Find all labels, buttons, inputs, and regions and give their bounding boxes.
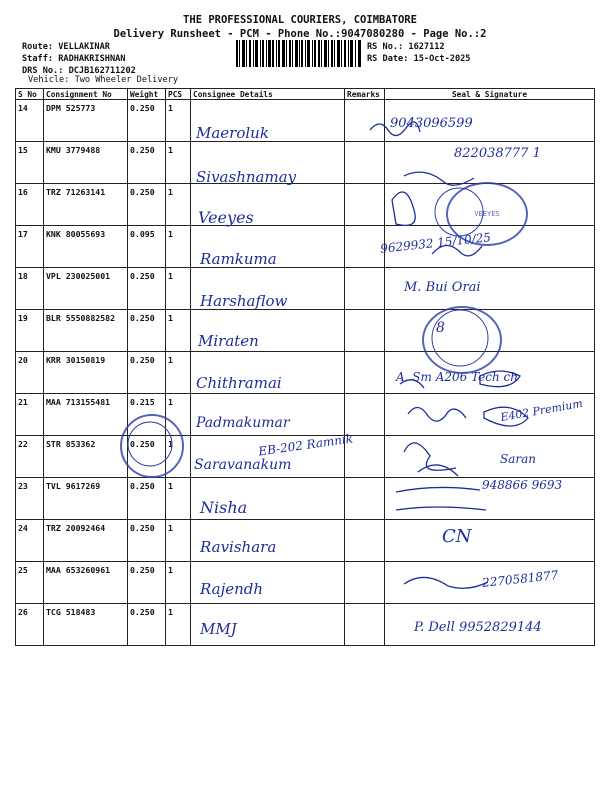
row-sno: 15 [16,142,44,184]
vehicle-label: Vehicle: Two Wheeler Delivery [28,75,179,85]
handwritten-consignee: Chithramai [196,374,282,392]
row-sno: 19 [16,310,44,352]
row-sno: 16 [16,184,44,226]
handwritten-consignee: MMJ [200,620,237,638]
row-weight: 0.250 [128,436,166,478]
col-consignment: Consignment No [44,89,128,100]
handwritten-consignee: Miraten [198,332,259,350]
signature-text: 822038777 1 [454,146,541,161]
row-consignment: KMU 3779488 [44,142,128,184]
rs-number: RS No.: 1627112 [367,42,445,52]
row-pcs: 1 [166,226,191,268]
row-pcs: 1 [166,352,191,394]
row-sno: 14 [16,100,44,142]
row-sno: 25 [16,562,44,604]
handwritten-consignee: Rajendh [200,580,264,598]
row-sno: 24 [16,520,44,562]
row-pcs: 1 [166,562,191,604]
veeyes-stamp: VEEYES [446,182,528,246]
row-consignment: TRZ 71263141 [44,184,128,226]
row-weight: 0.250 [128,520,166,562]
row-pcs: 1 [166,142,191,184]
col-remarks: Remarks [345,89,385,100]
row-weight: 0.095 [128,226,166,268]
row-pcs: 1 [166,520,191,562]
signature-text: 8 [436,320,445,336]
row-consignment: MAA 653260961 [44,562,128,604]
signature-text: 9043096599 [390,116,473,131]
signature-text: 9629932 15/10/25 [379,230,492,256]
row-weight: 0.215 [128,394,166,436]
row-pcs: 1 [166,268,191,310]
row-weight: 0.250 [128,142,166,184]
signature-text: CN [442,526,472,547]
col-signature: Seal & Signature [385,89,595,100]
row-pcs: 1 [166,100,191,142]
rs-date: RS Date: 15-Oct-2025 [367,54,471,64]
row-weight: 0.250 [128,562,166,604]
row-consignment: TRZ 20092464 [44,520,128,562]
signature-text: E402 Premium [499,396,584,425]
row-sno: 23 [16,478,44,520]
row-consignment: MAA 713155481 [44,394,128,436]
signature-text: P. Dell 9952829144 [414,620,542,635]
drs-label: DRS No.: DCJB162711202 [22,66,136,76]
handwritten-consignee: Saravanakum [194,457,292,473]
company-title: THE PROFESSIONAL COURIERS, COIMBATORE [183,14,417,26]
row-pcs: 1 [166,604,191,646]
row-pcs: 1 [166,436,191,478]
col-pcs: PCS [166,89,191,100]
staff-label: Staff: RADHAKRISHNAN [22,54,126,64]
row-consignment: TCG 518483 [44,604,128,646]
col-consignee: Consignee Details [191,89,345,100]
row-consignment: DPM 525773 [44,100,128,142]
row-weight: 0.250 [128,478,166,520]
signature-text: 948866 9693 [482,478,563,492]
row-sno: 18 [16,268,44,310]
route-label: Route: VELLAKINAR [22,42,110,52]
row-weight: 0.250 [128,352,166,394]
handwritten-consignee: Veeyes [198,208,254,227]
signature-text: 2270581877 [481,568,559,590]
row-weight: 0.250 [128,184,166,226]
row-pcs: 1 [166,394,191,436]
row-pcs: 1 [166,184,191,226]
col-sno: S No [16,89,44,100]
row-sno: 20 [16,352,44,394]
signature-text: Saran [500,452,536,466]
row-pcs: 1 [166,478,191,520]
handwritten-consignee: Ravishara [200,538,277,556]
row-weight: 0.250 [128,100,166,142]
row-sno: 17 [16,226,44,268]
row-consignment: TVL 9617269 [44,478,128,520]
handwritten-consignee: Padmakumar [196,415,290,431]
row-consignment: STR 853362 [44,436,128,478]
handwritten-consignee: Ramkuma [200,250,277,268]
row-consignment: KNK 80055693 [44,226,128,268]
row-sno: 22 [16,436,44,478]
handwritten-consignee: Harshaflow [200,292,288,310]
row-sno: 26 [16,604,44,646]
row-consignment: KRR 30150819 [44,352,128,394]
handwritten-consignee: Nisha [200,498,248,517]
signature-text: A. Sm A206 Tech ch [396,370,518,384]
row-consignment: BLR 5550882582 [44,310,128,352]
row-weight: 0.250 [128,604,166,646]
handwritten-consignee: Maeroluk [196,124,269,142]
row-weight: 0.250 [128,310,166,352]
row-consignment: VPL 230025001 [44,268,128,310]
row-pcs: 1 [166,310,191,352]
col-weight: Weight [128,89,166,100]
row-sno: 21 [16,394,44,436]
runsheet-subtitle: Delivery Runsheet - PCM - Phone No.:9047080280 - Page No.:2 [113,28,487,40]
handwritten-consignee: Sivashnamay [196,168,297,186]
remarks-note: EB-202 Ramnik [257,431,354,459]
row-weight: 0.250 [128,268,166,310]
signature-text: M. Bui Orai [404,280,481,295]
